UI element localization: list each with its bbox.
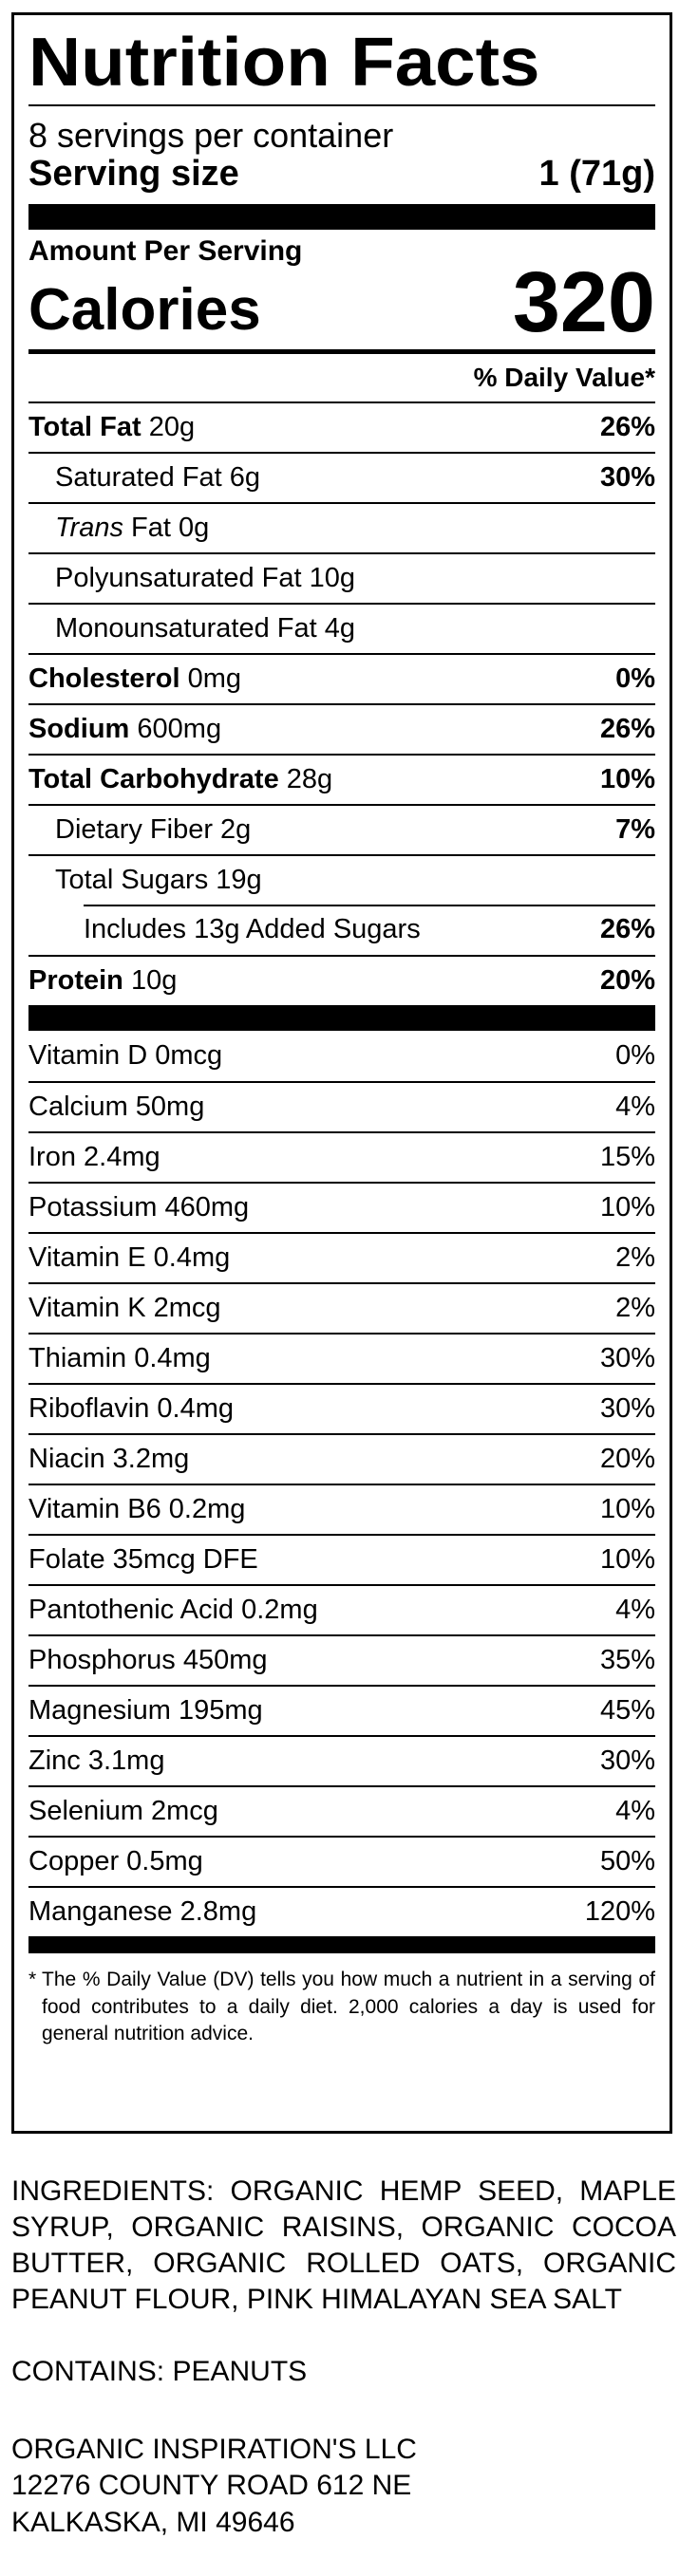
vitamin-row [28, 1031, 655, 1081]
nutrient-row-trans-fat [28, 502, 655, 552]
vitamin-dv: 30% [599, 1392, 655, 1424]
vitamin-dv: 45% [599, 1694, 655, 1726]
vitamin-name: Niacin 3.2mg [28, 1443, 190, 1474]
nutrient-amount: 20g [148, 411, 196, 442]
nutrient-dv: 20% [599, 964, 655, 996]
nutrient-name: Saturated Fat 6g [55, 461, 261, 493]
nutrient-name: Polyunsaturated Fat 10g [55, 562, 355, 593]
nutrient-row-sodium [28, 703, 655, 754]
vitamin-row [28, 1685, 655, 1735]
vitamin-row [28, 1333, 655, 1383]
nutrient-dv: 30% [599, 461, 655, 493]
nutrient-dv: 26% [599, 913, 655, 944]
vitamin-dv: 2% [615, 1241, 655, 1273]
nutrient-dv: 26% [599, 411, 655, 442]
vitamin-name: Potassium 460mg [28, 1191, 250, 1223]
nutrient-row-added-sugars [28, 905, 655, 955]
nutrient-name: Dietary Fiber 2g [55, 813, 252, 845]
nutrient-name: Cholesterol [28, 663, 180, 694]
vitamin-row [28, 1131, 655, 1182]
vitamin-row [28, 1634, 655, 1685]
vitamin-name: Riboflavin 0.4mg [28, 1392, 234, 1424]
divider [28, 104, 655, 106]
nutrient-row-saturated-fat [28, 452, 655, 502]
vitamin-name: Copper 0.5mg [28, 1845, 203, 1876]
vitamin-dv: 4% [615, 1795, 655, 1826]
nutrient-dv: 26% [599, 713, 655, 744]
vitamin-dv: 10% [599, 1543, 655, 1575]
vitamin-dv: 4% [615, 1594, 655, 1625]
nutrient-name: Sodium [28, 713, 130, 744]
nutrient-dv: 10% [599, 763, 655, 794]
vitamin-dv: 4% [615, 1091, 655, 1122]
nutrient-name: Protein [28, 964, 123, 996]
label-title: Nutrition Facts [28, 25, 540, 101]
calories-row [28, 254, 655, 350]
vitamin-dv: 2% [615, 1292, 655, 1323]
vitamin-row [28, 1534, 655, 1584]
serving-size-value: 1 (71g) [538, 153, 655, 194]
company-address-line1: 12276 COUNTY ROAD 612 NE [11, 2470, 412, 2502]
vitamin-row [28, 1383, 655, 1433]
vitamin-row [28, 1282, 655, 1333]
company-info [11, 2432, 676, 2541]
footnote [28, 1967, 655, 2048]
vitamin-row [28, 1785, 655, 1836]
divider-heavy [28, 1936, 655, 1953]
vitamin-row [28, 1081, 655, 1131]
nutrient-amount: 10g [130, 964, 178, 996]
vitamin-dv: 50% [599, 1845, 655, 1876]
vitamin-row [28, 1433, 655, 1484]
vitamin-name: Pantothenic Acid 0.2mg [28, 1594, 318, 1625]
vitamin-name: Vitamin E 0.4mg [28, 1241, 231, 1273]
vitamin-row [28, 1484, 655, 1534]
vitamin-name: Iron 2.4mg [28, 1141, 160, 1172]
nutrient-row-dietary-fiber [28, 804, 655, 854]
serving-size-row [28, 154, 655, 195]
calories-value: 320 [512, 254, 655, 350]
vitamin-row [28, 1182, 655, 1232]
serving-size-label: Serving size [28, 153, 239, 194]
daily-value-header: % Daily Value* [473, 362, 655, 392]
nutrient-name-italic: Trans [55, 512, 123, 543]
nutrient-dv: 0% [615, 663, 655, 694]
vitamin-name: Magnesium 195mg [28, 1694, 263, 1726]
allergen-statement: CONTAINS: PEANUTS [11, 2356, 308, 2387]
vitamin-name: Manganese 2.8mg [28, 1895, 257, 1927]
vitamin-name: Phosphorus 450mg [28, 1644, 268, 1675]
nutrition-facts-label [11, 12, 672, 2134]
nutrient-row-monounsaturated-fat [28, 603, 655, 653]
servings-per-container: 8 servings per container [28, 116, 394, 155]
vitamin-row [28, 1886, 655, 1936]
vitamin-dv: 30% [599, 1342, 655, 1373]
vitamin-dv: 10% [599, 1493, 655, 1524]
nutrient-amount: 0mg [187, 663, 242, 694]
vitamin-dv: 120% [584, 1895, 655, 1927]
vitamin-name: Thiamin 0.4mg [28, 1342, 211, 1373]
vitamin-name: Vitamin D 0mcg [28, 1039, 223, 1071]
nutrient-name: Monounsaturated Fat 4g [55, 612, 355, 644]
company-address-line2: KALKASKA, MI 49646 [11, 2506, 295, 2538]
vitamin-name: Zinc 3.1mg [28, 1745, 165, 1776]
vitamin-dv: 35% [599, 1644, 655, 1675]
ingredients-text: INGREDIENTS: ORGANIC HEMP SEED, MAPLE SYRUP, ORGANIC RAISINS, ORGANIC COCOA BUTTER, ORGANIC ROLLED OATS, ORGANIC PEANUT FLOUR, PINK HIMALAYAN SEA SALT [11, 2175, 676, 2316]
nutrient-amount: 28g [286, 763, 333, 794]
footnote-star: * [28, 1968, 37, 1990]
vitamin-dv: 0% [615, 1039, 655, 1071]
nutrient-name: Includes 13g Added Sugars [84, 913, 421, 944]
nutrient-row-total-fat [28, 401, 655, 452]
company-name: ORGANIC INSPIRATION'S LLC [11, 2434, 417, 2465]
nutrient-list [28, 401, 655, 1005]
nutrient-row-total-carbohydrate [28, 754, 655, 804]
vitamin-mineral-list [28, 1031, 655, 1936]
vitamin-name: Vitamin B6 0.2mg [28, 1493, 246, 1524]
divider-thick [28, 204, 655, 230]
nutrient-row-polyunsaturated-fat [28, 552, 655, 603]
nutrient-name: Fat 0g [131, 512, 210, 543]
vitamin-row [28, 1735, 655, 1785]
amount-per-serving: Amount Per Serving [28, 234, 303, 267]
nutrient-dv: 7% [615, 813, 655, 845]
vitamin-name: Folate 35mcg DFE [28, 1543, 258, 1575]
divider-thick [28, 1005, 655, 1031]
vitamin-row [28, 1232, 655, 1282]
nutrient-name: Total Fat [28, 411, 141, 442]
nutrient-row-total-sugars [28, 854, 655, 905]
vitamin-dv: 15% [599, 1141, 655, 1172]
nutrient-row-cholesterol [28, 653, 655, 703]
vitamin-dv: 20% [599, 1443, 655, 1474]
vitamin-row [28, 1836, 655, 1886]
vitamin-dv: 10% [599, 1191, 655, 1223]
nutrient-amount: 600mg [137, 713, 222, 744]
nutrient-name: Total Sugars 19g [55, 864, 262, 895]
footnote-text: The % Daily Value (DV) tells you how much a nutrient in a serving of food contributes to a daily diet. 2,000 calories a day is used for general nutrition advice. [42, 1968, 655, 2045]
vitamin-dv: 30% [599, 1745, 655, 1776]
nutrient-name: Total Carbohydrate [28, 763, 279, 794]
vitamin-row [28, 1584, 655, 1634]
vitamin-name: Selenium 2mcg [28, 1795, 218, 1826]
nutrient-row-protein [28, 955, 655, 1005]
calories-label: Calories [28, 276, 261, 343]
vitamin-name: Calcium 50mg [28, 1091, 205, 1122]
vitamin-name: Vitamin K 2mcg [28, 1292, 221, 1323]
